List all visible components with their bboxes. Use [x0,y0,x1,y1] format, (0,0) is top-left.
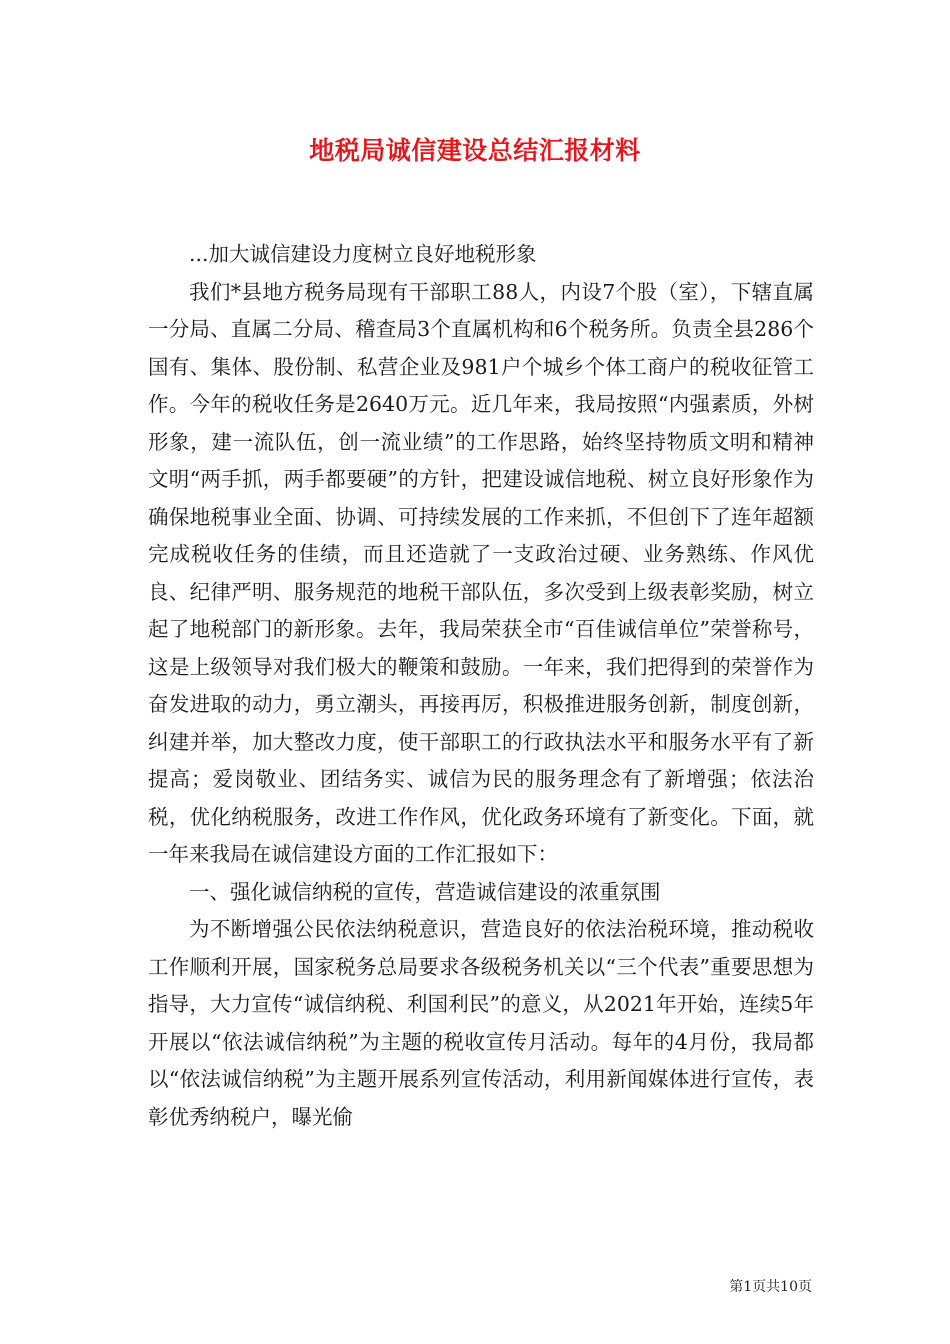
document-body [148,236,814,1136]
page-number: 第1页共10页 [729,1279,812,1295]
document-title: 地税局诚信建设总结汇报材料 [309,136,641,165]
paragraph-section-heading: 一、强化诚信纳税的宣传，营造诚信建设的浓重氛围 [189,879,661,904]
paragraph-subtitle: ...加大诚信建设力度树立良好地税形象 [189,242,537,266]
paragraph-section-body: 为不断增强公民依法纳税意识，营造良好的依法治税环境，推动税收工作顺利开展，国家税务总局要求各级税务机关以“三个代表”重要思想为指导，大力宣传“诚信纳税、利国利民”的意义，从2021年开始，连续5年开展以“依法诚信纳税”为主题的税收宣传月活动。每年的4月份，我局都以“依法诚信纳税”为主题开展系列宣传活动，利用新闻媒体进行宣传，表彰优秀纳税户，曝光偷 [148,917,814,1129]
paragraph-intro: 我们*县地方税务局现有干部职工88人，内设7个股（室），下辖直属一分局、直属二分局、稽查局3个直属机构和6个税务所。负责全县286个国有、集体、股份制、私营企业及981户个城乡个体工商户的税收征管工作。今年的税收任务是2640万元。近几年来，我局按照“内强素质，外树形象，建一流队伍，创一流业绩”的工作思路，始终坚持物质文明和精神文明“两手抓，两手都要硬”的方针，把建设诚信地税、树立良好形象作为确保地税事业全面、协调、可持续发展的工作来抓，不但创下了连年超额完成税收任务的佳绩，而且还造就了一支政治过硬、业务熟练、作风优良、纪律严明、服务规范的地税干部队伍，多次受到上级表彰奖励，树立起了地税部门的新形象。去年，我局荣获全市“百佳诚信单位”荣誉称号，这是上级领导对我们极大的鞭策和鼓励。一年来，我们把得到的荣誉作为奋发进取的动力，勇立潮头，再接再厉，积极推进服务创新，制度创新，纠建并举，加大整改力度，使干部职工的行政执法水平和服务水平有了新提高；爱岗敬业、团结务实、诚信为民的服务理念有了新增强；依法治税，优化纳税服务，改进工作作风，优化政务环境有了新变化。下面，就一年来我局在诚信建设方面的工作汇报如下： [148,279,814,866]
